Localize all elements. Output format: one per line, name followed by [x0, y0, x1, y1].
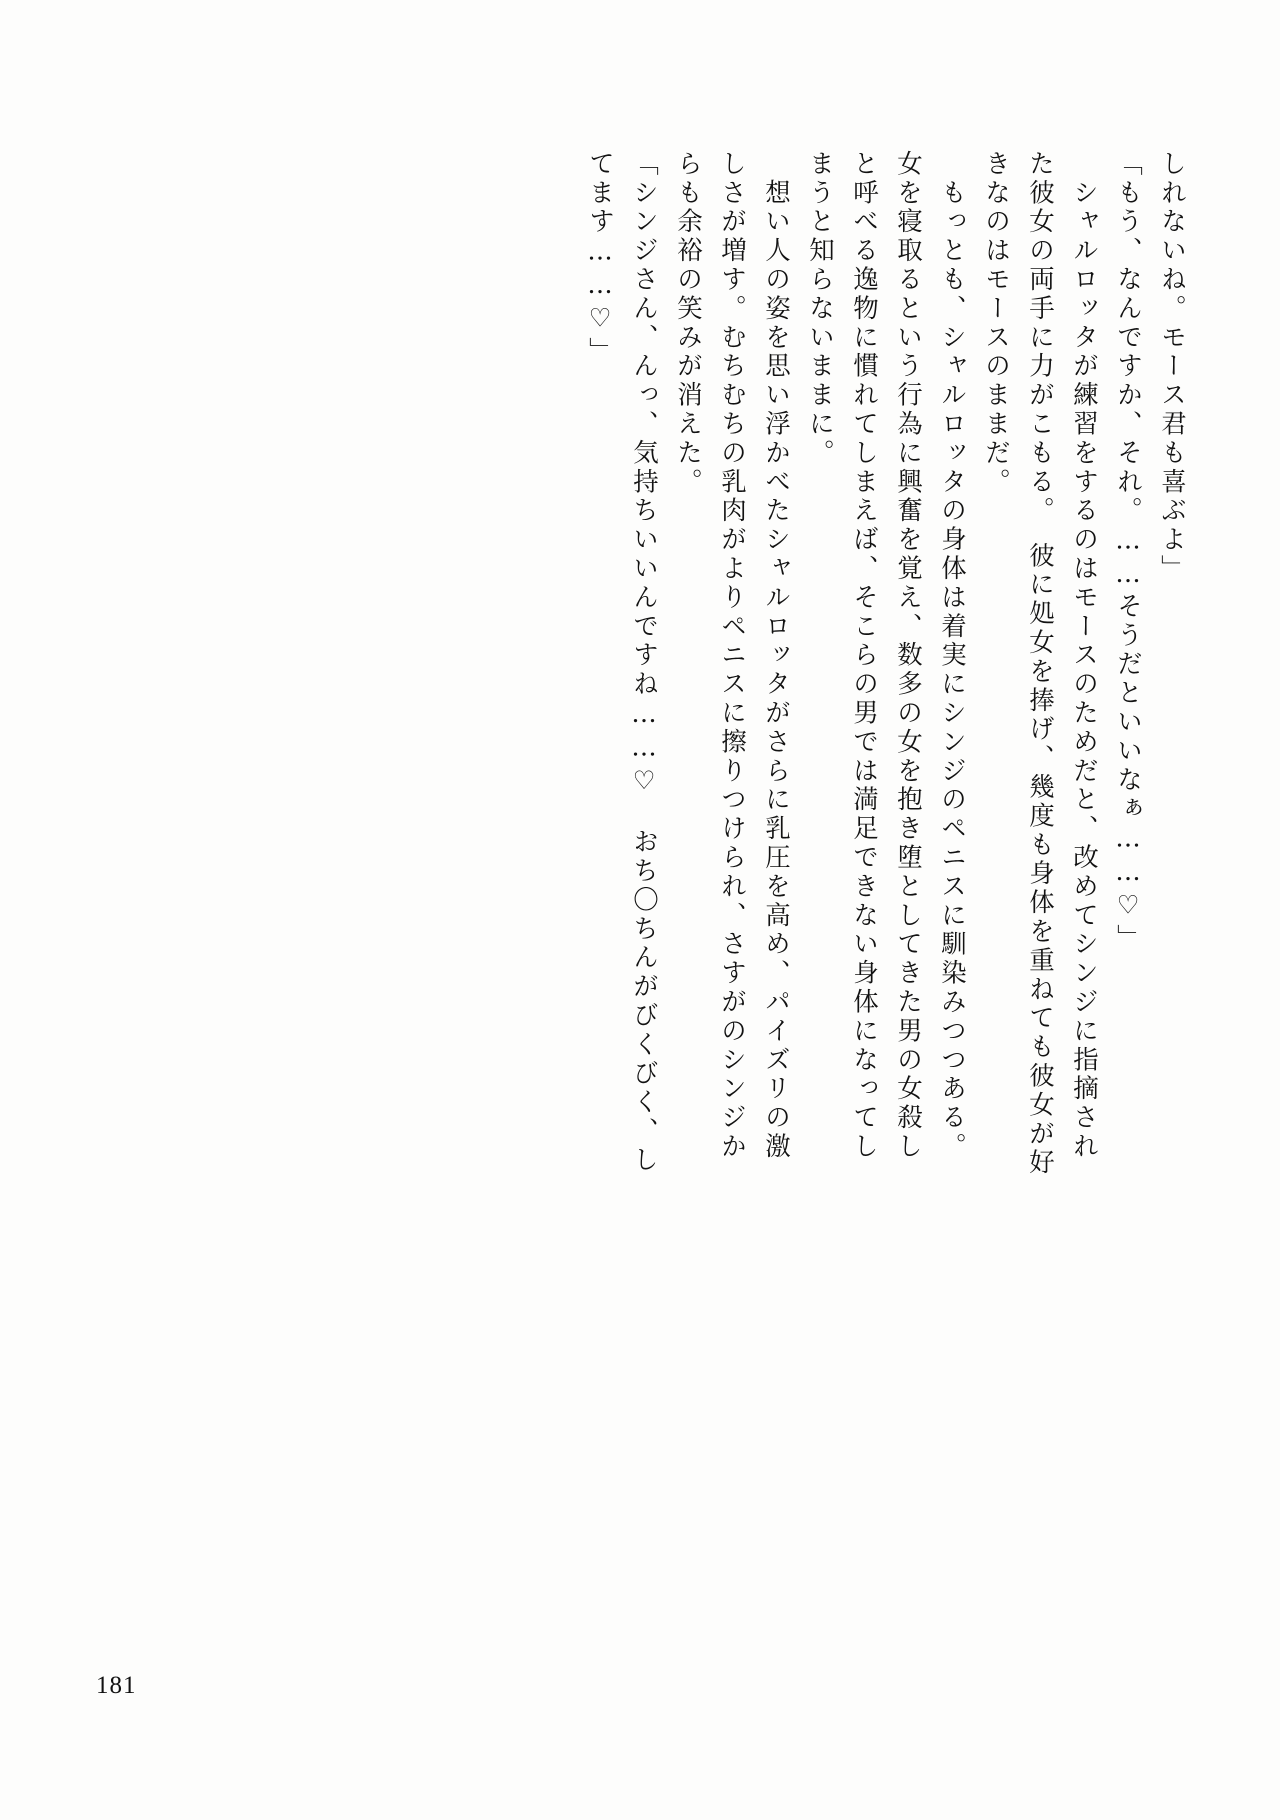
text-column: しさが増す。むちむちの乳肉がよりペニスに擦りつけられ、さすがのシンジか [717, 150, 747, 1162]
text-column: と呼べる逸物に慣れてしまえば、そこらの男では満足できない身体になってし [849, 150, 879, 1162]
text-column: まうと知らないままに。 [805, 150, 835, 468]
text-column: きなのはモースのままだ。 [981, 150, 1011, 497]
text-column: 女を寝取るという行為に興奮を覚え、数多の女を抱き堕としてきた男の女殺し [893, 150, 923, 1162]
text-column: らも余裕の笑みが消えた。 [673, 150, 703, 497]
vertical-text-body [96, 150, 1187, 1390]
text-column: 「シンジさん、んっ、気持ちいいんですね……♡ おち〇ちんがびくびく、し [629, 150, 659, 1175]
text-column: もっとも、シャルロッタの身体は着実にシンジのペニスに馴染みつつある。 [937, 150, 967, 1162]
text-column: た彼女の両手に力がこもる。 彼に処女を捧げ、幾度も身体を重ねても彼女が好 [1025, 150, 1055, 1178]
text-column: てます……♡」 [585, 150, 615, 366]
text-column: シャルロッタが練習をするのはモースのためだと、改めてシンジに指摘され [1069, 150, 1099, 1162]
text-column: 「もう、なんですか、それ。……そうだといいなぁ……♡」 [1113, 150, 1143, 953]
text-column: 想い人の姿を思い浮かべたシャルロッタがさらに乳圧を高め、パイズリの激 [761, 150, 791, 1162]
text-column: しれないね。モース君も喜ぶよ」 [1157, 150, 1187, 584]
page-number: 181 [96, 1672, 137, 1699]
